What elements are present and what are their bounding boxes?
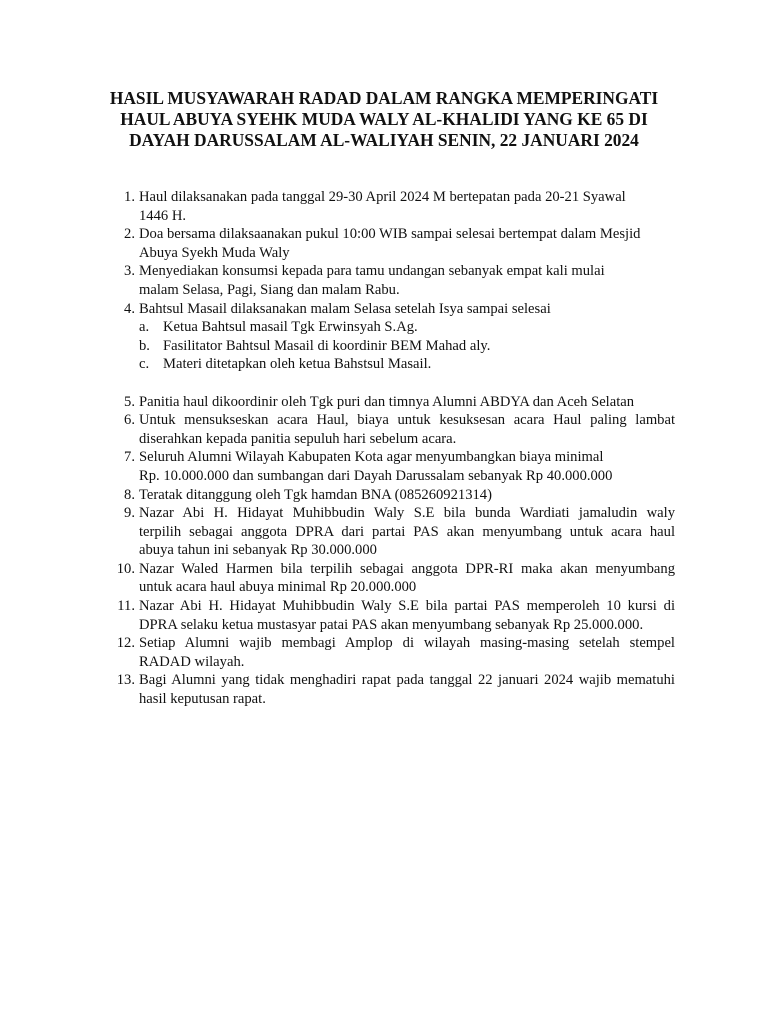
- item-text: [139, 262, 675, 299]
- sub-list: [139, 318, 675, 374]
- item-number: 6.: [124, 412, 135, 429]
- item-line: RADAD wilayah.: [139, 653, 245, 670]
- item-number: 3.: [124, 263, 135, 280]
- item-number: 7.: [124, 449, 135, 466]
- list-item: [105, 411, 675, 448]
- item-line: diserahkan kepada panitia sepuluh hari sebelum acara.: [139, 430, 457, 447]
- item-number: 10.: [116, 560, 135, 577]
- list-item: [105, 262, 675, 299]
- item-line: Doa bersama dilaksaanakan pukul 10:00 WIB sampai selesai bertempat dalam Mesjid: [139, 226, 641, 243]
- item-line: Menyediakan konsumsi kepada para tamu undangan sebanyak empat kali mulai: [139, 263, 605, 280]
- list-item: [105, 393, 675, 412]
- item-line: Seluruh Alumni Wilayah Kabupaten Kota agar menyumbangkan biaya minimal: [139, 449, 604, 466]
- item-line: Nazar Abi H. Hidayat Muhibbudin Waly S.E bila partai PAS memperoleh 10 kursi di: [139, 598, 675, 615]
- item-line: Teratak ditanggung oleh Tgk hamdan BNA (085260921314): [139, 486, 492, 503]
- item-text: [139, 671, 675, 708]
- item-number: 1.: [124, 189, 135, 205]
- item-line: Rp. 10.000.000 dan sumbangan dari Dayah Darussalam sebanyak Rp 40.000.000: [139, 467, 613, 484]
- sub-item-text: Fasilitator Bahtsul Masail di koordinir BEM Mahad aly.: [163, 337, 491, 354]
- sub-item-letter: b.: [139, 337, 150, 354]
- sub-list-item: [139, 318, 675, 337]
- item-line: Setiap Alumni wajib membagi Amplop di wilayah masing-masing setelah stempel: [139, 635, 675, 652]
- title-line: HAUL ABUYA SYEHK MUDA WALY AL-KHALIDI YANG KE 65 DI: [120, 109, 648, 129]
- item-number: 5.: [124, 393, 135, 410]
- sub-item-text: Materi ditetapkan oleh ketua Bahstsul Masail.: [163, 356, 432, 373]
- item-text: [139, 448, 675, 485]
- title-line: HASIL MUSYAWARAH RADAD DALAM RANGKA MEMPERINGATI: [109, 88, 659, 108]
- item-text: [139, 393, 675, 412]
- list-item: [105, 560, 675, 597]
- item-line: Haul dilaksanakan pada tanggal 29-30 April 2024 M bertepatan pada 20-21 Syawal: [139, 189, 626, 205]
- item-line: malam Selasa, Pagi, Siang dan malam Rabu.: [139, 281, 400, 298]
- sub-item-text: Ketua Bahtsul masail Tgk Erwinsyah S.Ag.: [163, 319, 418, 336]
- item-line: Nazar Waled Harmen bila terpilih sebagai anggota DPR-RI maka akan menyumbang: [139, 560, 675, 577]
- item-line: DPRA selaku ketua mustasyar patai PAS akan menyumbang sebanyak Rp 25.000.000.: [139, 616, 644, 633]
- item-line: Panitia haul dikoordinir oleh Tgk puri dan timnya Alumni ABDYA dan Aceh Selatan: [139, 393, 635, 410]
- item-number: 9.: [124, 505, 135, 522]
- list-item: [105, 188, 675, 225]
- list-item: [105, 634, 675, 671]
- document-title: [80, 88, 688, 151]
- item-line: abuya tahun ini sebanyak Rp 30.000.000: [139, 542, 377, 559]
- item-line: Bagi Alumni yang tidak menghadiri rapat pada tanggal 22 januari 2024 wajib mematuhi: [139, 672, 675, 689]
- item-line: hasil keputusan rapat.: [139, 691, 266, 708]
- item-number: 4.: [124, 300, 135, 317]
- title-line: DAYAH DARUSSALAM AL-WALIYAH SENIN, 22 JANUARI 2024: [129, 130, 639, 150]
- item-text: [139, 188, 675, 225]
- item-number: 8.: [124, 486, 135, 503]
- sub-item-letter: c.: [139, 356, 150, 373]
- item-number: 12.: [116, 635, 135, 652]
- item-number: 13.: [116, 672, 135, 689]
- item-text: [139, 634, 675, 671]
- sub-item-letter: a.: [139, 319, 150, 336]
- sub-list-item: [139, 337, 675, 356]
- item-text: [139, 486, 675, 505]
- decision-list: [105, 188, 675, 709]
- item-text: [139, 504, 675, 560]
- item-line: Untuk mensukseskan acara Haul, biaya untuk kesuksesan acara Haul paling lambat: [139, 412, 675, 429]
- list-item: [105, 597, 675, 634]
- item-text: [139, 560, 675, 597]
- item-text: [139, 300, 675, 319]
- item-line: Bahtsul Masail dilaksanakan malam Selasa setelah Isya sampai selesai: [139, 300, 551, 317]
- list-item: [105, 504, 675, 560]
- item-line: untuk acara haul abuya minimal Rp 20.000.000: [139, 579, 417, 596]
- item-number: 2.: [124, 226, 135, 243]
- item-line: terpilih sebagai anggota DPRA dari partai PAS akan menyumbang untuk acara haul: [139, 523, 675, 540]
- item-line: Abuya Syekh Muda Waly: [139, 244, 290, 261]
- item-text: [139, 597, 675, 634]
- list-item: [105, 448, 675, 485]
- item-line: 1446 H.: [139, 207, 187, 224]
- item-text: [139, 411, 675, 448]
- list-item: [105, 486, 675, 505]
- sub-list-item: [139, 355, 675, 374]
- list-item: [105, 671, 675, 708]
- list-item: [105, 300, 675, 393]
- item-number: 11.: [117, 598, 135, 615]
- item-line: Nazar Abi H. Hidayat Muhibbudin Waly S.E bila bunda Wardiati jamaludin waly: [139, 505, 675, 522]
- list-item: [105, 225, 675, 262]
- spacer: [139, 374, 675, 393]
- item-text: [139, 225, 675, 262]
